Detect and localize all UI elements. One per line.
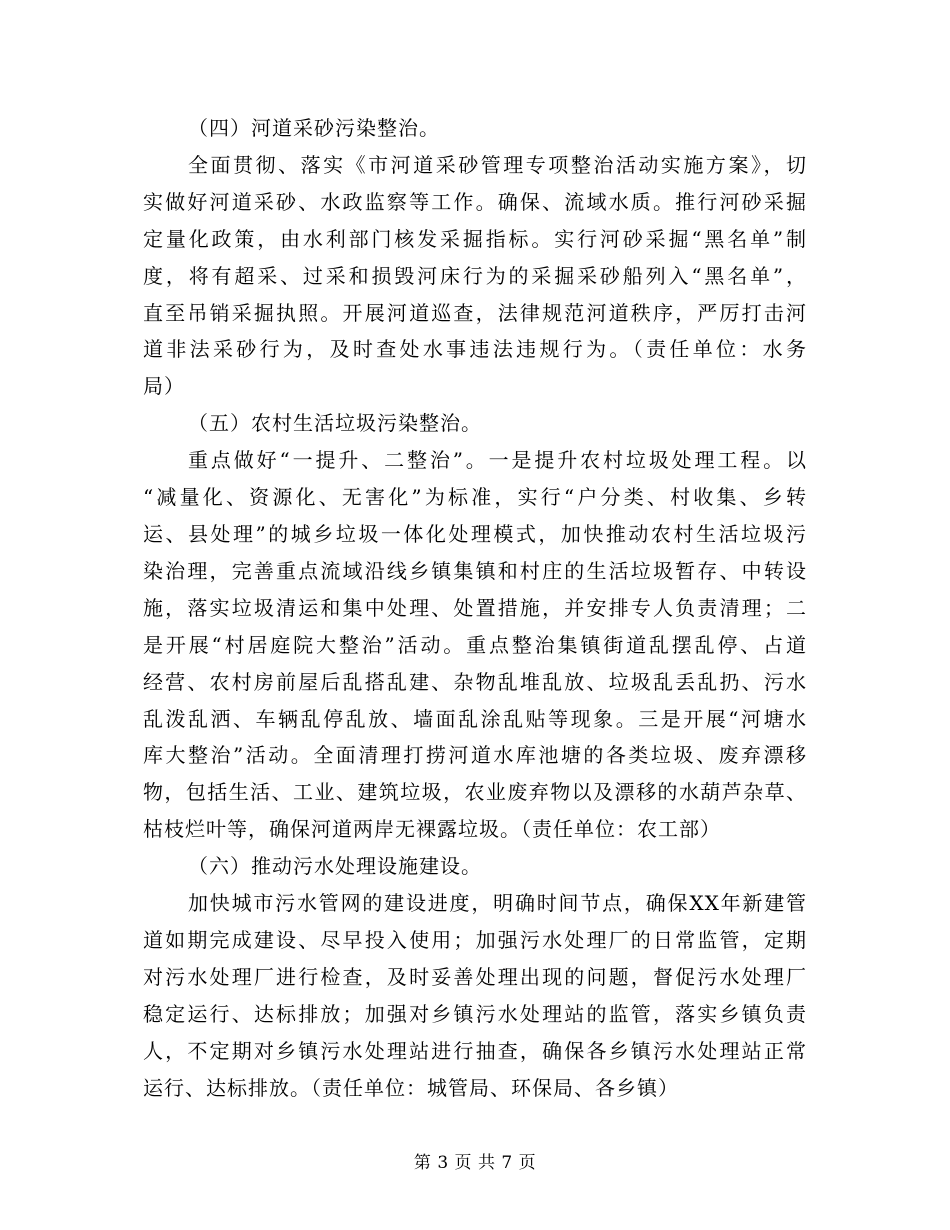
- body-line: 经营、农村房前屋后乱搭乱建、杂物乱堆乱放、垃圾乱丢乱扔、污水: [143, 669, 807, 694]
- paragraph: [143, 147, 807, 405]
- body-line: 人，不定期对乡镇污水处理站进行抽查，确保各乡镇污水处理站正常: [143, 1038, 807, 1063]
- body-line: “减量化、资源化、无害化”为标准，实行“户分类、村收集、乡转: [143, 485, 807, 510]
- paragraph: [143, 442, 807, 848]
- body-line: 道非法采砂行为，及时查处水事违法违规行为。（责任单位：水务: [143, 337, 807, 362]
- body-line: 乱泼乱洒、车辆乱停乱放、墙面乱涂乱贴等现象。三是开展“河塘水: [143, 706, 807, 731]
- body-line: 全面贯彻、落实《市河道采砂管理专项整治活动实施方案》，切: [188, 152, 807, 177]
- body-line: 枯枝烂叶等，确保河道两岸无裸露垃圾。（责任单位：农工部）: [143, 817, 721, 842]
- body-line: 度，将有超采、过采和损毁河床行为的采掘采砂船列入“黑名单”，: [143, 263, 807, 288]
- body-line: 对污水处理厂进行检查，及时妥善处理出现的问题，督促污水处理厂: [143, 964, 807, 989]
- section: [143, 848, 807, 1106]
- section-heading: （五）农村生活垃圾污染整治。: [188, 411, 482, 436]
- section-heading: （六）推动污水处理设施建设。: [188, 854, 482, 879]
- body-line: 运行、达标排放。（责任单位：城管局、环保局、各乡镇）: [143, 1075, 679, 1100]
- body-line: 是开展“村居庭院大整治”活动。重点整治集镇街道乱摆乱停、占道: [143, 632, 807, 657]
- body-line: 道如期完成建设、尽早投入使用；加强污水处理厂的日常监管，定期: [143, 927, 807, 952]
- body-line: 库大整治”活动。全面清理打捞河道水库池塘的各类垃圾、废弃漂移: [143, 743, 807, 768]
- body-line: 稳定运行、达标排放；加强对乡镇污水处理站的监管，落实乡镇负责: [143, 1001, 807, 1026]
- body-line: 施，落实垃圾清运和集中处理、处置措施，并安排专人负责清理；二: [143, 595, 807, 620]
- page-footer: [0, 1151, 950, 1175]
- section-heading: （四）河道采砂污染整治。: [188, 116, 440, 140]
- body-line: 定量化政策，由水利部门核发采掘指标。实行河砂采掘“黑名单”制: [143, 226, 807, 251]
- body-line: 直至吊销采掘执照。开展河道巡查，法律规范河道秩序，严厉打击河: [143, 300, 807, 325]
- section: [143, 110, 807, 405]
- body-line: 物，包括生活、工业、建筑垃圾，农业废弃物以及漂移的水葫芦杂草、: [143, 780, 807, 805]
- body-line: 实做好河道采砂、水政监察等工作。确保、流域水质。推行河砂采掘: [143, 189, 807, 214]
- section: [143, 405, 807, 848]
- body-line: 加快城市污水管网的建设进度，明确时间节点，确保XX年新建管: [188, 891, 807, 916]
- body-line: 运、县处理”的城乡垃圾一体化处理模式，加快推动农村生活垃圾污: [143, 521, 807, 546]
- body-line: 重点做好“一提升、二整治”。一是提升农村垃圾处理工程。以: [188, 448, 807, 473]
- body-line: 染治理，完善重点流域沿线乡镇集镇和村庄的生活垃圾暂存、中转设: [143, 558, 807, 583]
- body-line: 局）: [143, 374, 185, 399]
- document-body: [143, 110, 807, 1106]
- paragraph: [143, 885, 807, 1106]
- page-number: 第 3 页 共 7 页: [413, 1153, 537, 1173]
